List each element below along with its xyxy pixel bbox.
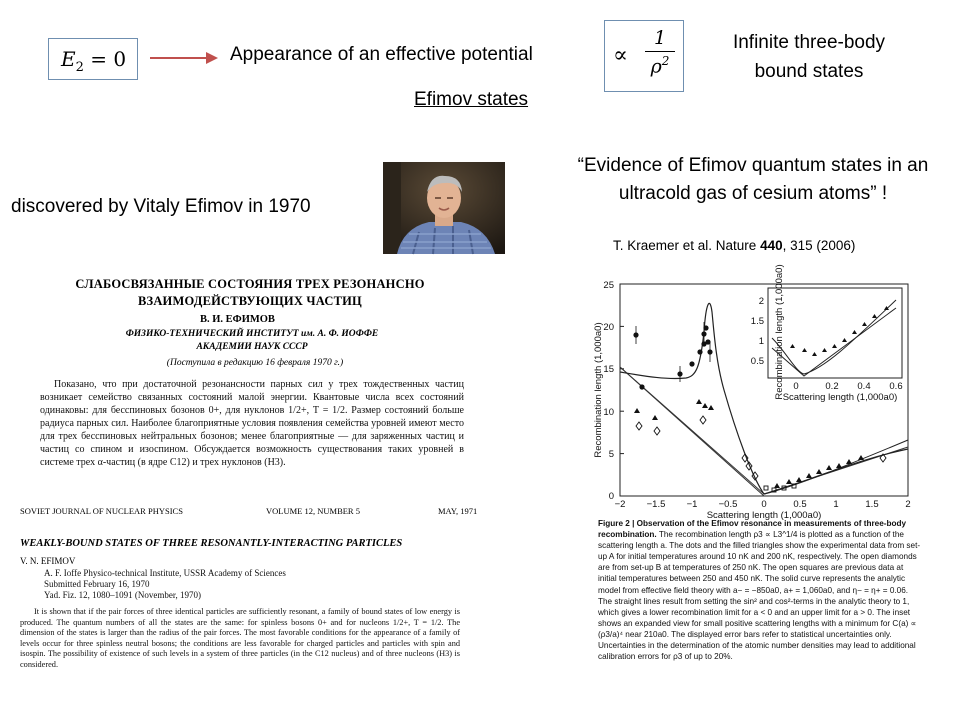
russian-paper-author: В. И. ЕФИМОВ [200,314,275,325]
e2-equals-zero: = 0 [83,47,127,71]
main-ytick-label: 25 [603,280,614,291]
infinite-states-text: Infinite three-body bound states [732,32,886,82]
main-xtick-label: −1 [686,499,698,510]
main-xtick-label: 0.5 [793,499,807,510]
english-paper-citation: Yad. Fiz. 12, 1080–1091 (November, 1970) [44,590,201,600]
inset-plot [751,264,903,403]
english-paper-author: V. N. EFIMOV [20,556,76,566]
inset-ytick-label: 1.5 [750,316,764,327]
propto-box [604,20,684,92]
ref-suffix: , 315 (2006) [782,238,856,253]
inset-xtick-label: 0.4 [857,381,871,392]
english-paper-title: WEAKLY-BOUND STATES OF THREE RESONANTLY-INTERACTING PARTICLES [20,538,403,549]
denominator-exponent: 2 [661,54,670,68]
english-paper-submitted: Submitted February 16, 1970 [44,579,150,589]
inset-ytick-label: 0.5 [750,356,764,367]
english-paper-abstract: It is shown that if the pair forces of three identical particles are sufficiently resonant, a family of bound states of low energy is produced. The quantum numbers of all the states are the same: for spinless bosons 0+ and for nucleons 1/2+, T = 1/2. The dimension of the states is larger than the radius of the pair forces. The most favorable conditions for the appearance of a family of levels occur for three spinless neutral bosons; the conditions are less favorable for charged particles and particles with spin and isospin. The possibility of existence of such levels in a system of three particles (in the C12 nucleus) and of three nucleons (H3) is considered. [20,607,460,669]
main-xlabel: Scattering length (1,000a0) [706,510,822,521]
main-xtick-label: −0.5 [718,499,738,510]
main-ytick-label: 5 [608,449,614,460]
nature-quote: “Evidence of Efimov quantum states in an ultracold gas of cesium atoms” ! [577,155,929,204]
nature-figure-plot [593,264,916,521]
english-paper-institute: A. F. Ioffe Physico-technical Institute, USSR Academy of Sciences [44,568,286,578]
inset-xtick-label: 0.6 [889,381,903,392]
fraction-bar [645,51,675,52]
main-ylabel: Recombination length (1,000a0) [593,322,604,458]
efimov-states-heading: Efimov states [414,89,529,110]
main-xtick-label: −2 [614,499,626,510]
e2-subscript: 2 [75,60,84,75]
main-xtick-label: 0 [761,499,767,510]
propto-symbol: ∝ [613,43,628,68]
data-triangles [634,399,864,488]
main-xtick-label: 2 [905,499,911,510]
english-journal-date: MAY, 1971 [438,506,478,516]
russian-paper-abstract: Показано, что при достаточной резонансности парных сил у трех тождественных частиц возникает семейство связанных состояний малой энергии. Квантовые числа всех состояний одинаковы: для бесспиновых бозонов 0+, для нуклонов 1/2+, T = 1/2. Размер состояний больше радиуса парных сил. Наиболее благоприятные условия появления семейства уровней имеют место для трех бесспиновых нейтральных бозонов; менее благоприятные — для заряженных частиц и частиц со спином и изоспином. Обсуждается возможность существования таких уровней в системе трех α-частиц (в ядре C12) и трех нуклонов (H3). [40,379,464,468]
caption-body: The recombination length ρ3 ∝ L3^1/4 is plotted as a function of the scattering length a. The dots and the filled triangles show the experimental data from set-up A for initial temperatures around 10 nK and 200 nK, respectively. The open diamonds are from set-up B at temperatures of 250 nK. The open squares are previous data at initial temperatures between 250 and 450 nK. The solid curve represents the analytic model from effective field theory with a− = −850a0, a+ = 1,060a0, and η− = η+ = 0.06. The straight lines result from setting the sin² and cos²-terms in the analytic theory to 1, which gives a lower recombination limit for a < 0 and an upper limit for a > 0. The inset shows an expanded view for small positive scattering lengths with a minimum for C(a) ∝ (ρ3/a)⁴ near 210a0. The displayed error bars refer to statistical uncertainties only. Uncertainties in the determination of the atomic number densities may lead to additional calibration errors for ρ3 of up to 20%. [598,530,921,662]
inset-ytick-label: 2 [758,296,764,307]
ref-prefix: T. Kraemer et al. Nature [613,238,761,253]
russian-paper-title: СЛАБОСВЯЗАННЫЕ СОСТОЯНИЯ ТРЕХ РЕЗОНАНСНО ВЗАИМОДЕЙСТВУЮЩИХ ЧАСТИЦ [75,277,425,308]
russian-paper-scan [40,270,472,490]
russian-paper-received: (Поступила в редакцию 16 февраля 1970 г.) [166,358,344,368]
arrow-icon [148,48,220,68]
russian-paper-institute: ФИЗИКО-ТЕХНИЧЕСКИЙ ИНСТИТУТ им. А. Ф. ИОФФЕ АКАДЕМИИ НАУК СССР [125,329,379,352]
e2-equation-box [48,38,138,80]
fraction-denominator: ρ [650,55,662,78]
english-journal-volume: VOLUME 12, NUMBER 5 [266,506,360,516]
inset-xtick-label: 0.2 [825,381,839,392]
main-xtick-label: −1.5 [646,499,666,510]
caption-title: Figure 2 | Observation of the Efimov resonance in measurements of three-body recombination. [598,519,907,540]
main-ytick-label: 10 [603,407,614,418]
data-diamonds [636,416,886,480]
effective-potential-text: Appearance of an effective potential [230,44,533,65]
main-ytick-label: 15 [603,364,614,375]
figure-caption [598,518,924,662]
nature-reference [613,238,855,253]
e2-symbol: E [61,47,76,71]
fraction-numerator: 1 [653,27,667,49]
main-xtick-label: 1.5 [865,499,879,510]
main-xtick-label: 1 [833,499,839,510]
main-ytick-label: 20 [603,322,614,333]
english-journal-name: SOVIET JOURNAL OF NUCLEAR PHYSICS [20,506,183,516]
inset-xtick-label: 0 [793,381,799,392]
english-paper-scan [20,506,490,700]
discovered-text: discovered by Vitaly Efimov in 1970 [11,196,311,217]
ref-volume: 440 [760,238,783,253]
main-ytick-label: 0 [608,491,614,502]
efimov-photo [383,162,505,254]
inset-ylabel: Recombination length (1,000a0) [774,264,785,400]
inset-ytick-label: 1 [758,336,764,347]
inset-xlabel: Scattering length (1,000a0) [782,392,898,403]
